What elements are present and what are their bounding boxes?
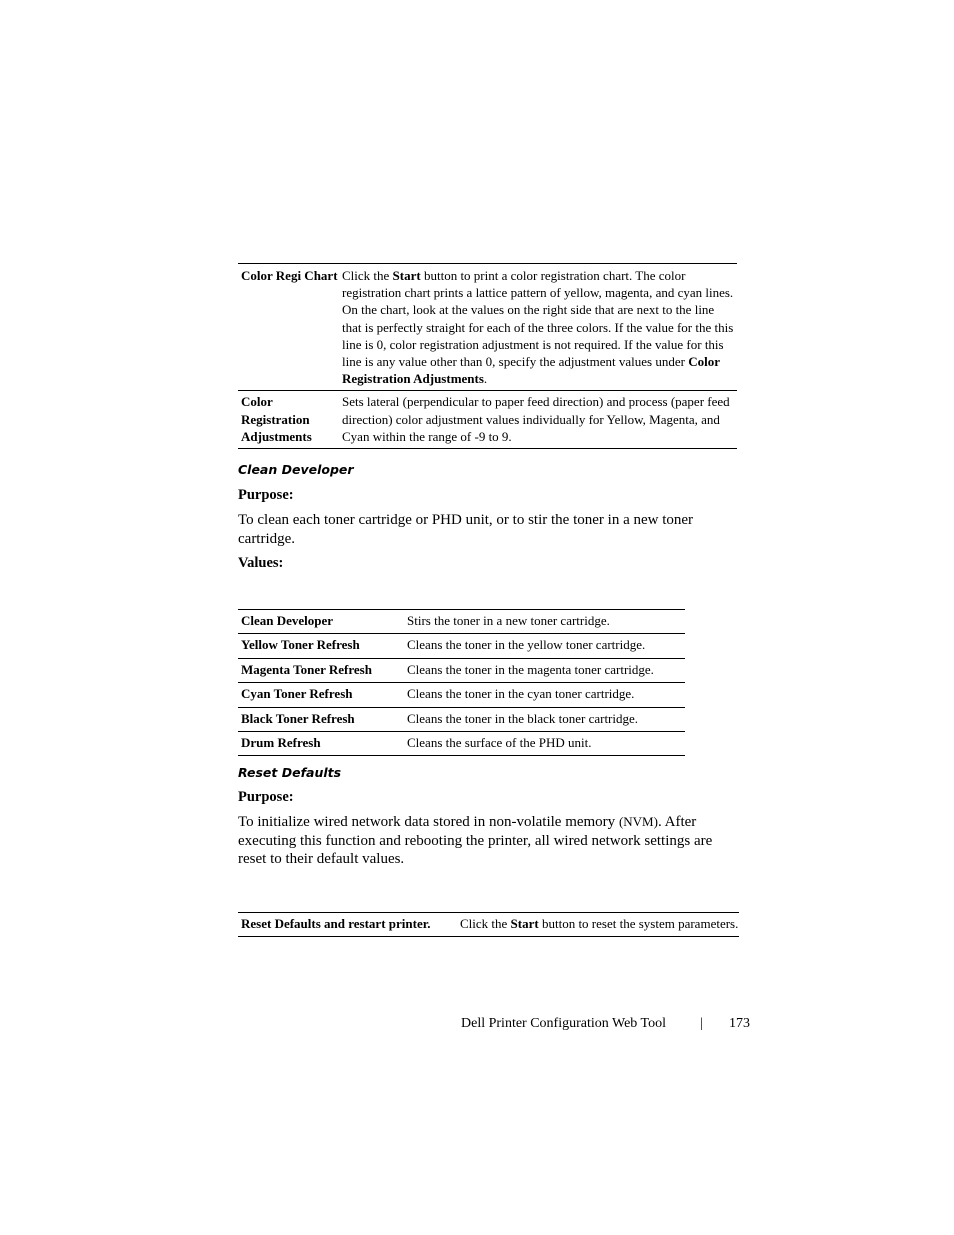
table-row (238, 658, 685, 682)
reset-defaults-table (238, 912, 739, 937)
row-key: Clean Developer (241, 613, 334, 628)
row-key: Magenta Toner Refresh (238, 658, 404, 682)
row-value: Cleans the toner in the black toner cartridge. (404, 707, 685, 731)
table-row (238, 391, 737, 449)
table-row (238, 913, 739, 937)
clean-developer-table (238, 609, 685, 756)
row-value: Cleans the toner in the cyan toner cartridge. (404, 683, 685, 707)
color-registration-table (238, 263, 737, 449)
table-row (238, 264, 737, 391)
row-key: Drum Refresh (238, 731, 404, 755)
footer-separator: | (700, 1016, 703, 1031)
purpose-label: Purpose: (238, 789, 294, 805)
row-key: Color Regi Chart (241, 268, 338, 283)
table-row (238, 610, 685, 634)
table-row (238, 707, 685, 731)
row-key: Color Registration Adjustments (238, 391, 340, 449)
row-value: Sets lateral (perpendicular to paper feed direction) and process (paper feed direction) color adjustment values individually for Yellow, Magenta, and Cyan within the range of -9 to 9. (340, 391, 737, 449)
purpose-label: Purpose: (238, 487, 294, 503)
row-value: Cleans the surface of the PHD unit. (404, 731, 685, 755)
table-row (238, 634, 685, 658)
table-row (238, 731, 685, 755)
row-key: Yellow Toner Refresh (238, 634, 404, 658)
page-number: 173 (729, 1016, 750, 1031)
row-value: Click the Start button to print a color registration chart. The color registration chart prints a lattice pattern of yellow, magenta, and cyan lines. On the chart, look at the values on the right side that are next to the line that is perfectly straight for each of the three colors. If the value for the this line is 0, color registration adjustment is not required. If the value for this line is any value other than 0, specify the adjustment values under Color Registration Adjustments. (342, 268, 734, 387)
section-heading-reset-defaults: Reset Defaults (238, 765, 342, 780)
footer-title: Dell Printer Configuration Web Tool (461, 1016, 667, 1031)
table-row (238, 683, 685, 707)
row-value: Stirs the toner in a new toner cartridge. (407, 613, 610, 628)
row-value: Cleans the toner in the yellow toner cartridge. (404, 634, 685, 658)
row-key: Reset Defaults and restart printer. (241, 916, 431, 931)
row-key: Cyan Toner Refresh (238, 683, 404, 707)
purpose-text: To clean each toner cartridge or PHD unit, or to stir the toner in a new toner cartridge. (238, 512, 694, 547)
values-label: Values: (238, 555, 284, 571)
row-value: Click the Start button to reset the system parameters. (460, 916, 739, 931)
row-value: Cleans the toner in the magenta toner cartridge. (404, 658, 685, 682)
section-heading-clean-developer: Clean Developer (238, 462, 354, 477)
purpose-text: To initialize wired network data stored in non-volatile memory (NVM). After executing this function and rebooting the printer, all wired network settings are reset to their default values. (238, 814, 713, 867)
row-key: Black Toner Refresh (238, 707, 404, 731)
